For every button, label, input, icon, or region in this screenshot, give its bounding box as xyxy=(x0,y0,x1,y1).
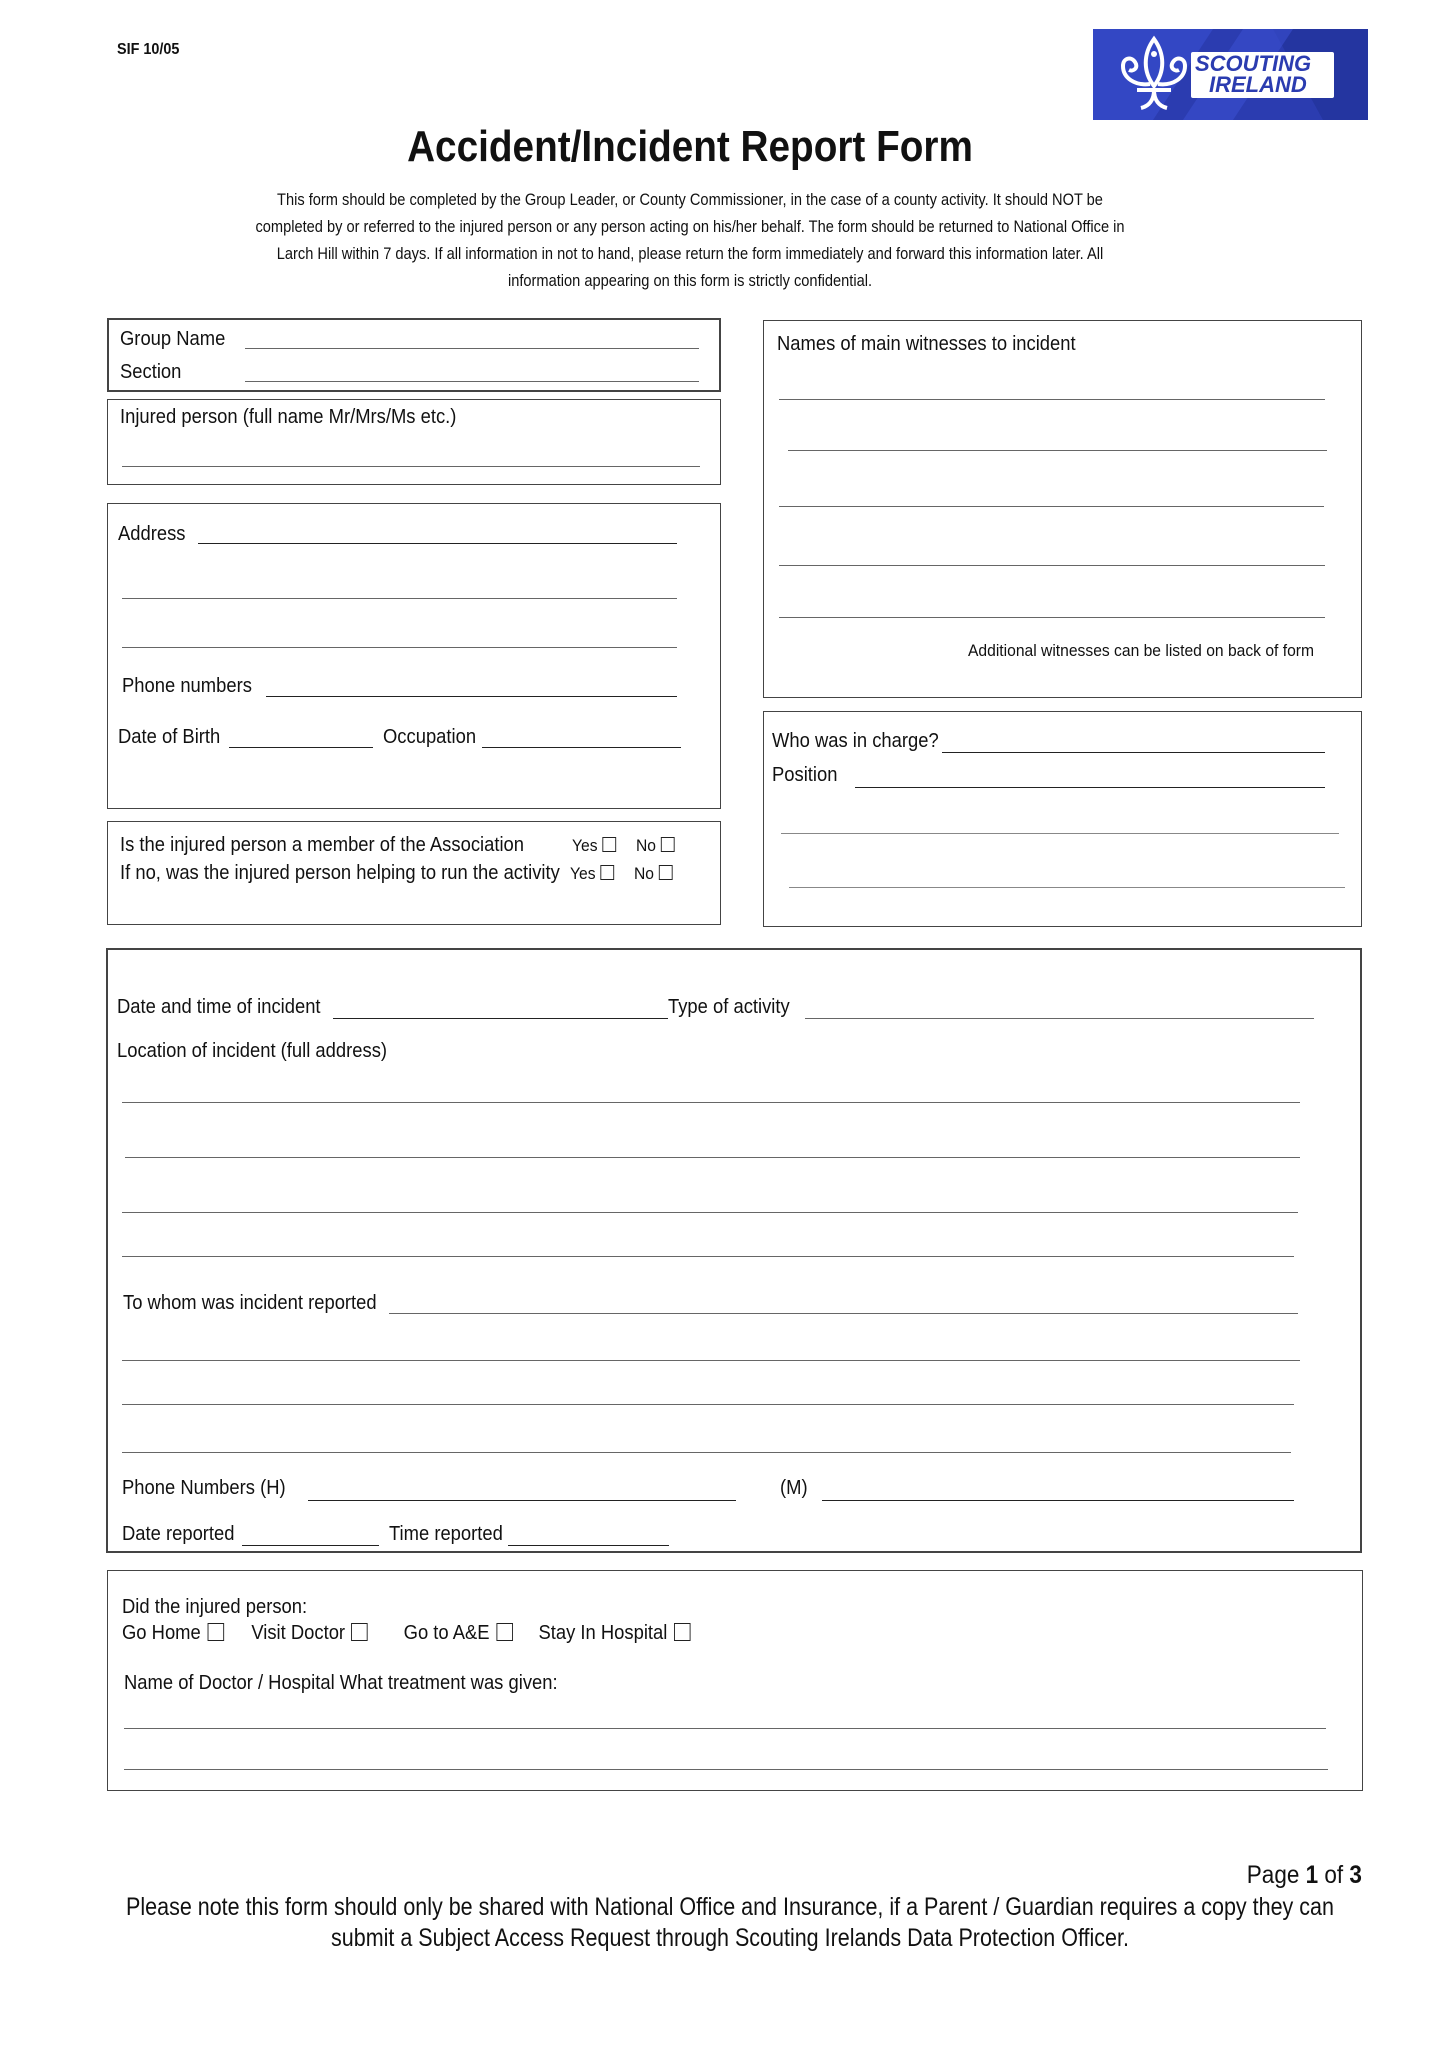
in-charge-label: Who was in charge? xyxy=(772,730,939,752)
section-label: Section xyxy=(120,361,182,383)
visit-doctor-checkbox[interactable] xyxy=(351,1623,368,1641)
activity-type-field[interactable] xyxy=(805,1018,1314,1019)
go-to-ae-checkbox[interactable] xyxy=(496,1623,513,1641)
helper-yes-checkbox[interactable] xyxy=(600,865,614,880)
option-stay-in-hospital-label: Stay In Hospital xyxy=(538,1622,668,1644)
position-field[interactable] xyxy=(855,787,1325,788)
reported-to-field-2[interactable] xyxy=(122,1360,1300,1361)
option-visit-doctor[interactable] xyxy=(251,1622,398,1645)
stay-in-hospital-checkbox[interactable] xyxy=(674,1623,691,1641)
location-field-2[interactable] xyxy=(125,1157,1300,1158)
incident-datetime-field[interactable] xyxy=(333,1018,668,1019)
occupation-label: Occupation xyxy=(383,726,477,748)
date-reported-label: Date reported xyxy=(122,1523,235,1545)
time-reported-field[interactable] xyxy=(508,1545,669,1546)
treatment-field-1[interactable] xyxy=(124,1728,1326,1729)
logo-line-2: IRELAND xyxy=(1209,72,1307,97)
reported-to-label: To whom was incident reported xyxy=(123,1292,377,1314)
logo-text-box xyxy=(1191,52,1334,98)
option-go-to-ae-label: Go to A&E xyxy=(403,1622,490,1644)
member-no-label: No xyxy=(636,836,656,855)
footer-note-line-2: submit a Subject Access Request through Scouting Irelands Data Protection Officer. xyxy=(331,1924,1129,1952)
address-field-3[interactable] xyxy=(122,647,677,648)
helper-no-label: No xyxy=(634,864,654,883)
witness-field-1[interactable] xyxy=(779,399,1325,400)
member-no-checkbox[interactable] xyxy=(661,837,675,852)
section-field[interactable] xyxy=(245,381,699,382)
footer-note xyxy=(0,1892,1449,1954)
address-label: Address xyxy=(118,523,186,545)
witness-field-4[interactable] xyxy=(779,565,1325,566)
phone-home-field[interactable] xyxy=(308,1500,736,1501)
phone-numbers-label: Phone numbers xyxy=(122,675,252,697)
occupation-field[interactable] xyxy=(482,747,681,748)
outcome-question: Did the injured person: xyxy=(122,1596,308,1618)
reported-to-field-4[interactable] xyxy=(122,1452,1291,1453)
intro-line-4: information appearing on this form is strictly confidential. xyxy=(507,271,873,290)
group-name-field[interactable] xyxy=(245,348,699,349)
witnesses-note: Additional witnesses can be listed on back of form xyxy=(968,641,1315,660)
footer-note-line-1: Please note this form should only be shared with National Office and Insurance, if a Parent / Guardian requires a copy they can xyxy=(126,1893,1334,1921)
option-go-home-label: Go Home xyxy=(122,1622,201,1644)
witness-field-2[interactable] xyxy=(788,450,1327,451)
location-field-1[interactable] xyxy=(122,1102,1300,1103)
page-total: 3 xyxy=(1349,1861,1362,1889)
member-yes-option[interactable] xyxy=(572,836,616,856)
treatment-field-2[interactable] xyxy=(124,1769,1328,1770)
reported-to-field-3[interactable] xyxy=(122,1404,1294,1405)
phone-mobile-field[interactable] xyxy=(822,1500,1294,1501)
logo-line-1: SCOUTING xyxy=(1195,51,1312,76)
intro-line-1: This form should be completed by the Group Leader, or County Commissioner, in the case of a county activity. It should NOT be xyxy=(277,190,1103,209)
location-field-3[interactable] xyxy=(122,1212,1298,1213)
member-no-option[interactable] xyxy=(636,836,674,856)
helper-no-option[interactable] xyxy=(634,864,672,884)
incident-box xyxy=(106,948,1362,1553)
date-of-birth-label: Date of Birth xyxy=(118,726,221,748)
intro-line-3: Larch Hill within 7 days. If all information in not to hand, please return the form immediately and forward this information later. All xyxy=(276,244,1104,263)
reported-to-field-1[interactable] xyxy=(389,1313,1298,1314)
form-code: SIF 10/05 xyxy=(117,41,180,58)
helper-yes-option[interactable] xyxy=(570,864,614,884)
treatment-label: Name of Doctor / Hospital What treatment was given: xyxy=(124,1672,558,1694)
member-yes-checkbox[interactable] xyxy=(602,837,616,852)
outcome-options-row xyxy=(122,1622,690,1645)
member-yes-label: Yes xyxy=(572,836,598,855)
injured-person-field[interactable] xyxy=(122,466,700,467)
time-reported-label: Time reported xyxy=(389,1523,503,1545)
address-field-1[interactable] xyxy=(198,543,677,544)
go-home-checkbox[interactable] xyxy=(207,1623,224,1641)
date-reported-field[interactable] xyxy=(242,1545,379,1546)
location-label: Location of incident (full address) xyxy=(117,1040,388,1062)
location-field-4[interactable] xyxy=(122,1256,1294,1257)
page-of: of xyxy=(1324,1861,1344,1889)
option-go-to-ae[interactable] xyxy=(404,1622,534,1645)
address-box xyxy=(107,503,721,809)
option-visit-doctor-label: Visit Doctor xyxy=(251,1622,346,1644)
phone-home-label: Phone Numbers (H) xyxy=(122,1477,286,1499)
date-of-birth-field[interactable] xyxy=(229,747,373,748)
in-charge-extra-field-1[interactable] xyxy=(781,833,1339,834)
page-title: Accident/Incident Report Form xyxy=(407,122,973,171)
scouting-ireland-logo xyxy=(1093,29,1368,120)
address-field-2[interactable] xyxy=(122,598,677,599)
page-current: 1 xyxy=(1305,1861,1319,1889)
activity-type-label: Type of activity xyxy=(668,996,790,1018)
in-charge-extra-field-2[interactable] xyxy=(789,887,1345,888)
injured-person-label: Injured person (full name Mr/Mrs/Ms etc.) xyxy=(120,406,457,428)
incident-datetime-label: Date and time of incident xyxy=(117,996,321,1018)
witness-field-5[interactable] xyxy=(779,617,1325,618)
helper-yes-label: Yes xyxy=(570,864,596,883)
phone-numbers-field[interactable] xyxy=(266,696,677,697)
option-go-home[interactable] xyxy=(122,1622,246,1645)
witnesses-label: Names of main witnesses to incident xyxy=(777,333,1076,355)
member-question: Is the injured person a member of the Association xyxy=(120,834,525,856)
intro-line-2: completed by or referred to the injured person or any person acting on his/her behalf. The form should be returned to National Office in xyxy=(255,217,1125,236)
page-prefix: Page xyxy=(1246,1861,1300,1889)
group-name-label: Group Name xyxy=(120,328,226,350)
helper-question: If no, was the injured person helping to run the activity xyxy=(120,862,560,884)
in-charge-field[interactable] xyxy=(942,752,1325,753)
page-number xyxy=(1247,1861,1362,1890)
witness-field-3[interactable] xyxy=(779,506,1324,507)
intro-paragraph xyxy=(0,186,1380,294)
option-stay-in-hospital[interactable] xyxy=(538,1622,690,1645)
phone-mobile-label: (M) xyxy=(780,1477,808,1499)
position-label: Position xyxy=(772,764,838,786)
helper-no-checkbox[interactable] xyxy=(659,865,673,880)
fleur-de-lis-icon xyxy=(1115,34,1193,114)
